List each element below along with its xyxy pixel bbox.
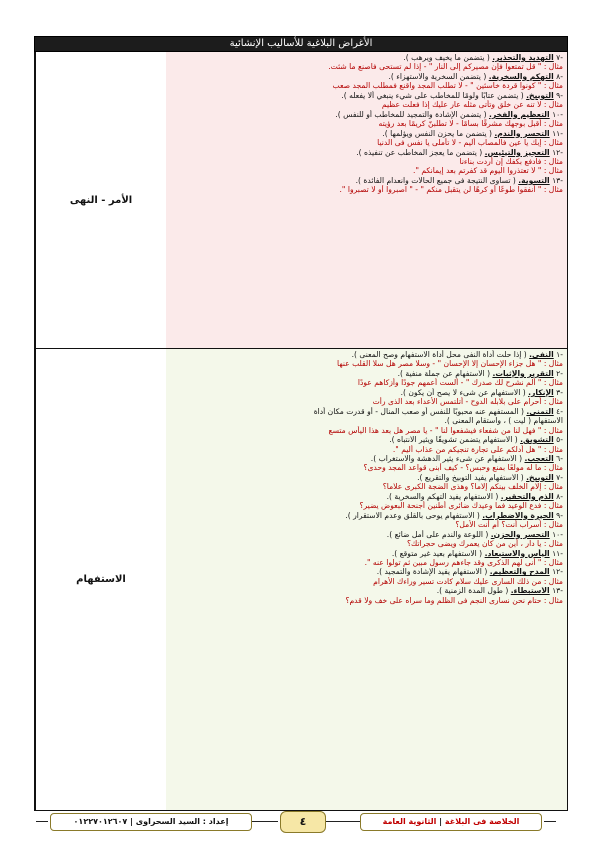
example-highlight: لا تنه bbox=[526, 100, 542, 110]
section-istifham bbox=[34, 349, 568, 811]
example-highlight: ما له مولعًا بمنع وحبس؟ bbox=[465, 463, 542, 473]
text-run: يا دار ، bbox=[518, 539, 542, 549]
content-line bbox=[169, 119, 563, 128]
text-run: أو bbox=[375, 185, 387, 195]
text-run: ( الاستفهام يتضمن تشويقًا ويثير الانتباه ). bbox=[389, 435, 521, 445]
example-highlight: هل أدلكم على تجارة bbox=[471, 444, 536, 454]
example-label: مثال : " bbox=[535, 557, 563, 567]
term: الاستبطاء. bbox=[510, 586, 550, 596]
text-run: ( اللوعة والندم على أمل ضائع ). bbox=[386, 529, 491, 539]
example-highlight: ألست أعمهم جودًا bbox=[401, 378, 459, 388]
example-label: مثال : bbox=[541, 595, 563, 605]
text-run: ( الاستفهام عن جملة منفية ). bbox=[397, 368, 493, 378]
text-run: ( الاستفهام عن شىء لا يصح أن يكون ). bbox=[400, 387, 529, 397]
text-run: إلا الإحسان " - وسلا مصر bbox=[395, 359, 481, 369]
content-line bbox=[169, 388, 563, 397]
content-line bbox=[169, 110, 563, 119]
text-run: ( يتضمن ما يخيف ويرهب ). bbox=[403, 53, 493, 62]
example-highlight: فاصنع bbox=[357, 62, 377, 72]
content-line bbox=[169, 369, 563, 378]
example-label: مثال : bbox=[541, 156, 563, 166]
term: المدح والتعظيم. bbox=[489, 567, 550, 577]
content-line bbox=[169, 148, 563, 157]
text-run: -١١ bbox=[549, 548, 563, 558]
text-run: المجد bbox=[415, 81, 438, 91]
content-line bbox=[169, 435, 563, 444]
example-highlight: تمتعوا bbox=[505, 62, 524, 72]
term: اليأس والاستبعاد. bbox=[484, 548, 550, 558]
text-run: -٨ bbox=[553, 491, 563, 501]
text-run: عليك سلام كادت تسير وراءك الأهرام bbox=[373, 576, 492, 586]
term: التوبيخ. bbox=[526, 472, 554, 482]
example-highlight: أطنين أجنحة البعوض يضير؟ bbox=[359, 501, 446, 511]
text-run: -٧ bbox=[553, 472, 563, 482]
text-run: بكفك إن أردت بناءنا bbox=[459, 156, 525, 166]
example-highlight: أنفقوا طوعًا أو كرهًا bbox=[473, 185, 536, 195]
section-amr-nahy bbox=[34, 52, 568, 349]
content-line bbox=[169, 558, 563, 567]
term: النفى. bbox=[529, 350, 554, 359]
content-line bbox=[169, 567, 563, 576]
content-line bbox=[169, 397, 563, 406]
table-title: الأغراض البلاغية للأساليب الإنشائية bbox=[34, 36, 568, 52]
term: التقرير والإثبات. bbox=[492, 368, 554, 378]
text-run: ( الاستفهام يوحى بالقلق وعدم الاستقرار ). bbox=[345, 510, 483, 520]
content-line bbox=[169, 129, 563, 138]
text-run: -٦ bbox=[553, 453, 563, 463]
text-run: ( الاستفهام بعيد غير متوقع ). bbox=[391, 548, 485, 558]
term: التمنى. bbox=[526, 406, 554, 416]
text-run: -٥ bbox=[553, 435, 563, 445]
example-label: مثال : bbox=[541, 463, 563, 473]
example-label: مثال : " bbox=[535, 166, 563, 176]
text-run: -١٣ bbox=[549, 586, 563, 596]
content-line bbox=[169, 482, 563, 491]
content-line bbox=[169, 138, 563, 147]
text-run: تنجيكم من عذاب أليم ". bbox=[392, 444, 472, 454]
text-run: ( تساوى النتيجة فى جميع الحالات وانعدام الفائدة ). bbox=[355, 175, 519, 185]
page-footer bbox=[36, 811, 556, 833]
content-line bbox=[169, 586, 563, 595]
example-highlight: علاما؟ bbox=[382, 482, 403, 492]
text-run: قردة خاسئين " - bbox=[462, 81, 520, 91]
content-line bbox=[169, 166, 563, 175]
book-title: الخلاصة فى البلاغة bbox=[444, 817, 520, 826]
book-level: الثانوية العامة bbox=[382, 817, 437, 826]
footer-rule-left bbox=[36, 821, 48, 822]
text-run: -٨ bbox=[553, 71, 563, 81]
content-line bbox=[169, 473, 563, 482]
example-highlight: لا تعتذروا bbox=[507, 166, 536, 176]
example-label: مثال : bbox=[543, 81, 563, 91]
text-run: يا نفس فى الدنيا bbox=[377, 138, 432, 148]
example-label: مثال : bbox=[541, 539, 563, 549]
text-run: -١٢ bbox=[549, 567, 563, 577]
example-highlight: فادفع bbox=[524, 156, 542, 166]
text-run: -٩ bbox=[553, 510, 563, 520]
content-line bbox=[169, 549, 563, 558]
text-run: الاستفهام ( ليت ) ، واستقام المعنى ). bbox=[444, 416, 563, 426]
term: الذم والتحقير. bbox=[500, 491, 554, 501]
example-label: مثال : " bbox=[535, 185, 563, 195]
text-run: " - bbox=[458, 378, 472, 388]
content-line bbox=[169, 426, 563, 435]
term: التحسر والحزن. bbox=[490, 529, 550, 539]
content-line bbox=[169, 407, 563, 416]
content-line bbox=[169, 520, 563, 529]
footer-rule-right bbox=[544, 821, 556, 822]
text-run: عن خلق وتأتى مثله عار عليك إذا فعلت عظيم bbox=[381, 100, 527, 110]
content-line bbox=[169, 492, 563, 501]
text-run: ( يتضمن السخرية والاستهزاء ). bbox=[388, 71, 489, 81]
example-highlight: إلام الخلف bbox=[508, 482, 542, 492]
example-highlight: لا تأملى bbox=[431, 138, 457, 148]
content-line bbox=[169, 445, 563, 454]
content-line bbox=[169, 157, 563, 166]
section-content bbox=[166, 349, 567, 810]
term: التسوية. bbox=[518, 175, 550, 185]
example-label: مثال : " bbox=[535, 378, 563, 388]
text-run: ( طول المدة الزمنية ). bbox=[436, 586, 511, 596]
content-line bbox=[169, 72, 563, 81]
example-highlight: فهل لنا من شفعاء bbox=[478, 425, 536, 435]
example-highlight: اصبروا bbox=[386, 185, 407, 195]
term: التحسر والندم. bbox=[494, 128, 550, 138]
content-line bbox=[169, 511, 563, 520]
text-run: ( الاستفهام يفيد الإشادة والتمجيد ). bbox=[376, 567, 490, 577]
content-line bbox=[169, 350, 563, 359]
example-label: مثال : bbox=[541, 501, 563, 511]
text-run: ". bbox=[339, 185, 348, 195]
text-run: ( الاستفهام يفيد التهكم والسخرية ). bbox=[386, 491, 501, 501]
content-line bbox=[169, 539, 563, 548]
content-table bbox=[34, 36, 568, 811]
text-run: فدع الوعيد فما وعيدك ضائرى bbox=[445, 501, 542, 511]
example-label: مثال : bbox=[541, 482, 563, 492]
example-highlight: لا تطلبنّ bbox=[427, 119, 454, 129]
text-run: ( يتضمن الإشادة والتمجيد للمخاطب أو للنفس ). bbox=[335, 109, 489, 119]
text-run: ( يتضمن ما يحزن النفس ويؤلمها ). bbox=[382, 128, 495, 138]
text-run: -٧ bbox=[553, 53, 563, 62]
text-run: فيشفعوا لنا " - يا مصر bbox=[403, 425, 479, 435]
text-run: ( الاستفهام يفيد التوبيخ والتقريع ). bbox=[417, 472, 527, 482]
example-label: مثال : bbox=[541, 119, 563, 129]
example-highlight: واقنع bbox=[399, 81, 415, 91]
content-line bbox=[169, 501, 563, 510]
example-highlight: لا تطلب bbox=[437, 81, 463, 91]
text-run: بينكم إلاما؟ وهذى الضجة الكبرى bbox=[402, 482, 509, 492]
text-run: -١٠ bbox=[549, 529, 563, 539]
example-label: مثال : bbox=[541, 520, 563, 530]
term: التعجيز والتيئيس. bbox=[484, 147, 550, 157]
content-line bbox=[169, 185, 563, 194]
example-highlight: كيف أبنى قواعد المجد وحدى؟ bbox=[363, 463, 458, 473]
section-topic: الأمر - النهى bbox=[35, 52, 166, 348]
example-highlight: أقبل bbox=[527, 119, 542, 129]
text-run: ( إذا حلت أداة النفى محل أداة الاستفهام وصح المعنى ). bbox=[351, 350, 530, 359]
example-highlight: هل بعد هذا اليأس bbox=[348, 425, 404, 435]
text-run: وأزكاهم عودًا bbox=[357, 378, 402, 388]
page-number: ٤ bbox=[280, 811, 326, 833]
footer-rule-mid-right bbox=[324, 821, 360, 822]
example-highlight: أتلتمس الأعداء bbox=[416, 397, 464, 407]
example-highlight: أنى لهم الذكرى bbox=[487, 557, 536, 567]
text-run: ( يتضمن عتابًا ولومًا للمخاطب على شيء ينبغي ألا يفعله ). bbox=[341, 90, 527, 100]
separator: | bbox=[127, 817, 136, 826]
content-line bbox=[169, 577, 563, 586]
text-run: -١٢ bbox=[549, 147, 563, 157]
section-topic: الاستفهام bbox=[35, 349, 166, 810]
content-line bbox=[169, 378, 563, 387]
text-run: -٤ bbox=[553, 406, 563, 416]
content-line bbox=[169, 416, 563, 425]
example-highlight: حتام نحن نسارى النجم فى الظلم bbox=[436, 595, 542, 605]
text-run: -١٠ bbox=[549, 109, 563, 119]
term: الإنكار. bbox=[528, 387, 554, 397]
separator: | bbox=[436, 817, 445, 826]
example-label: مثال : bbox=[543, 62, 563, 72]
example-highlight: أين من كان يعمرك ويضى حجراتك؟ bbox=[406, 539, 519, 549]
content-line bbox=[169, 62, 563, 71]
text-run: فإن مصيركم إلى النار " - إذا لم تستحى bbox=[376, 62, 506, 72]
footer-rule-mid-left bbox=[252, 821, 278, 822]
content-line bbox=[169, 91, 563, 100]
text-run: فمطلب المجد صعب bbox=[332, 81, 400, 91]
text-run: -١١ bbox=[549, 128, 563, 138]
example-highlight: لا تصبروا bbox=[347, 185, 376, 195]
text-run: -٣ bbox=[553, 387, 563, 397]
term: التعجب. bbox=[524, 453, 554, 463]
text-run: " bbox=[535, 81, 544, 91]
term: التشويق. bbox=[520, 435, 554, 445]
section-content bbox=[166, 52, 567, 348]
text-run: يا عين فالمصاب أليم - bbox=[456, 138, 531, 148]
term: الحيرة والاضطراب. bbox=[482, 510, 554, 520]
footer-book-title bbox=[360, 813, 542, 831]
example-highlight: ألم نشرح لك صدرك bbox=[471, 378, 536, 388]
example-label: مثال : " bbox=[535, 359, 563, 369]
content-line bbox=[169, 359, 563, 368]
text-run: ما شئت. bbox=[328, 62, 358, 72]
term: التهديد والتحذير. bbox=[492, 53, 554, 62]
example-label: مثال : bbox=[541, 576, 563, 586]
author-phone: ٠١٢٢٧٠١٢٦٠٧ bbox=[73, 817, 128, 826]
text-run: -٢ bbox=[553, 368, 563, 378]
content-line bbox=[169, 596, 563, 605]
content-line bbox=[169, 53, 563, 62]
example-highlight: هل جزاء الإحسان bbox=[480, 359, 536, 369]
text-run: ( المستفهم عنه محبوبًا للنفس أو صعب المنال - أو قدرت مكان أداة bbox=[313, 406, 527, 416]
author-name: إعداد : السيد السحراوى bbox=[135, 817, 229, 826]
example-label: مثال : bbox=[541, 100, 563, 110]
example-highlight: هل سلا القلب عنها bbox=[337, 359, 396, 369]
text-run: لن يتقبل منكم " - " bbox=[406, 185, 474, 195]
text-run: ( يتضمن ما يعجز المخاطب عن تنفيذه ). bbox=[356, 147, 485, 157]
text-run: -١ bbox=[553, 350, 563, 359]
content-line bbox=[169, 454, 563, 463]
example-highlight: أسراب أنت؟ أم أنت الأمل؟ bbox=[455, 520, 542, 530]
example-label: مثال : " bbox=[535, 425, 563, 435]
text-run: -١٣ bbox=[549, 175, 563, 185]
term: التوبيخ. bbox=[526, 90, 554, 100]
term: التهكم والسخرية. bbox=[488, 71, 554, 81]
content-line bbox=[169, 81, 563, 90]
text-run: متسع bbox=[328, 425, 349, 435]
text-run: وقد جاءهم رسول مبين ثم تولوا عنه ". bbox=[364, 557, 488, 567]
text-run: اليوم قد كفرتم بعد إيمانكم ". bbox=[413, 166, 508, 176]
example-label: مثال : bbox=[541, 138, 563, 148]
text-run: بوجهك مشرقًا بسامًا - bbox=[453, 119, 528, 129]
text-run: - bbox=[457, 463, 466, 473]
example-highlight: من ذلك السارى bbox=[491, 576, 542, 586]
text-run: -٩ bbox=[553, 90, 563, 100]
text-run: ( الاستفهام عن شىء يثير الدهشة والاستغراب ). bbox=[370, 453, 525, 463]
content-line bbox=[169, 100, 563, 109]
term: التعظيم والفخر. bbox=[488, 109, 550, 119]
example-highlight: أحرام على بلابله الدوح bbox=[470, 397, 542, 407]
text-run: كريمًا بعد رؤيته bbox=[378, 119, 428, 129]
example-label: مثال : bbox=[541, 397, 563, 407]
example-label: مثال : " bbox=[535, 444, 563, 454]
content-line bbox=[169, 176, 563, 185]
example-highlight: كونوا bbox=[519, 81, 536, 91]
example-highlight: إبك bbox=[530, 138, 542, 148]
text-run: " قل bbox=[523, 62, 544, 72]
content-line bbox=[169, 530, 563, 539]
footer-author bbox=[50, 813, 252, 831]
content-line bbox=[169, 463, 563, 472]
text-run: - bbox=[463, 397, 471, 407]
text-run: بعد الذى رأت bbox=[372, 397, 417, 407]
text-run: وما سراه على خف ولا قدم؟ bbox=[345, 595, 437, 605]
